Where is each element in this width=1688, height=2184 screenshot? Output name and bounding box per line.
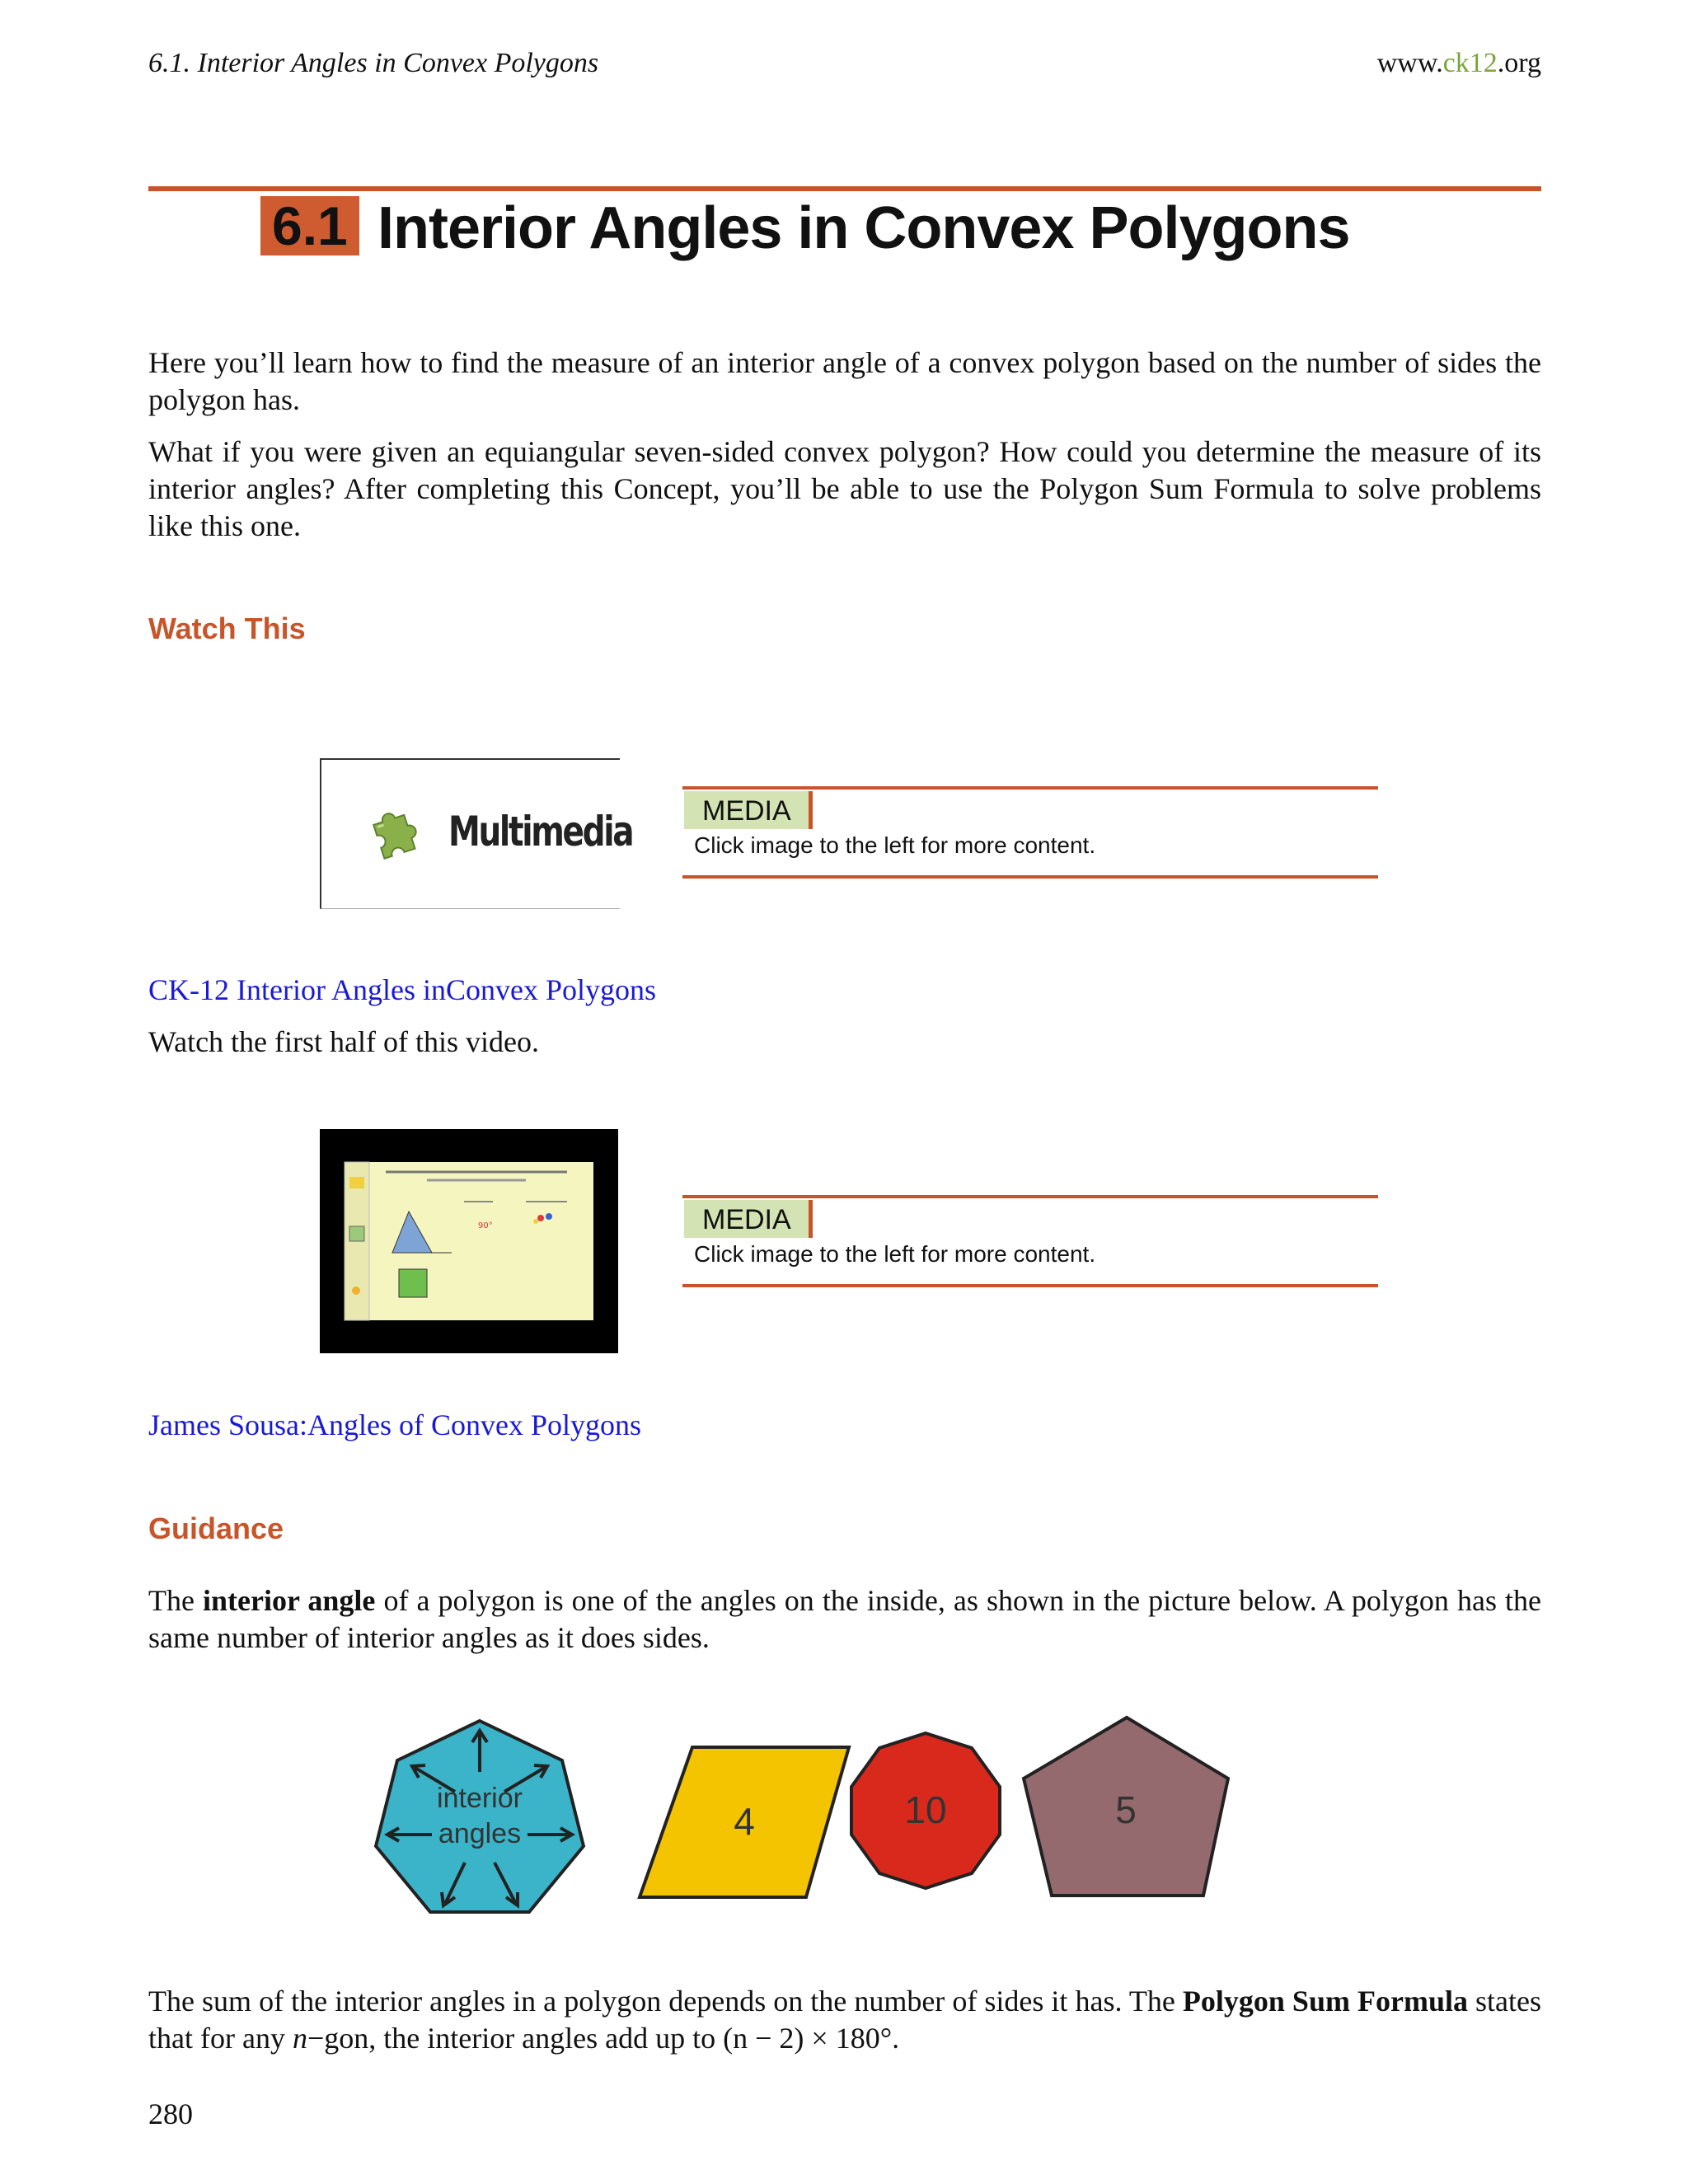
page-number: 280 <box>148 2097 193 2130</box>
term-polygon-sum-formula: Polygon Sum Formula <box>1182 1985 1468 2018</box>
text: states that for any <box>148 1985 1542 2055</box>
running-header-section-title: 6.1. Interior Angles in Convex Polygons <box>148 48 599 78</box>
james-sousa-video-link[interactable]: James Sousa:Angles of Convex Polygons <box>148 1408 641 1441</box>
media-box-bottom-rule <box>682 1284 1378 1287</box>
media-tag: MEDIA <box>684 791 813 829</box>
site-url-12: 12 <box>1469 48 1498 78</box>
ck12-video-link[interactable]: CK-12 Interior Angles inConvex Polygons <box>148 973 656 1006</box>
polygon-sum-formula: (n − 2) × 180° <box>723 2022 893 2055</box>
watch-instruction: Watch the first half of this video. <box>148 1025 539 1058</box>
media-box-top-rule <box>682 1195 1378 1198</box>
multimedia-label: Multimedia <box>448 808 633 855</box>
intro-paragraph-1: Here you’ll learn how to find the measure of an interior angle of a convex polygon based on the number of sides the polygon has. <box>148 346 1541 416</box>
watch-this-heading: Watch This <box>148 612 306 645</box>
svg-text:90°: 90° <box>478 1221 493 1230</box>
polygons-figure <box>354 1706 1335 1929</box>
guidance-paragraph-1 <box>148 1582 1541 1657</box>
video-frame-graphic <box>320 1129 618 1353</box>
guidance-paragraph-2 <box>148 1983 1541 2057</box>
media-box-bottom-rule <box>682 875 1378 879</box>
multimedia-thumbnail[interactable] <box>320 758 633 909</box>
site-url-suffix: .org <box>1497 48 1541 78</box>
site-url-ck: ck <box>1442 48 1470 78</box>
parallelogram-label: 4 <box>734 1800 755 1843</box>
media-note: Click image to the left for more content. <box>694 1241 1096 1267</box>
text: The <box>148 1584 204 1617</box>
site-url[interactable] <box>1377 48 1541 79</box>
site-url-prefix: www. <box>1376 48 1443 78</box>
pentagon-label: 5 <box>1115 1788 1137 1831</box>
media-box-1 <box>682 786 1378 879</box>
intro-paragraph-2: What if you were given an equiangular seven-sided convex polygon? How could you determine the measure of its interior angles? After completing this Concept, you’ll be able to use the Polygon Sum Formula to solve problems like this one. <box>148 435 1541 542</box>
media-box-2 <box>682 1195 1378 1287</box>
heptagon-label-interior: interior <box>437 1783 523 1814</box>
page-title: Interior Angles in Convex Polygons <box>377 195 1350 261</box>
variable-n: n <box>292 2022 307 2055</box>
media-tag: MEDIA <box>684 1200 813 1238</box>
media-note: Click image to the left for more content. <box>694 832 1096 858</box>
term-interior-angle: interior angle <box>203 1584 376 1617</box>
text: The sum of the interior angles in a polygon depends on the number of sides it has. The <box>148 1985 1183 2018</box>
decagon-label: 10 <box>904 1788 947 1831</box>
text: −gon, the interior angles add up to <box>307 2022 724 2055</box>
media-box-top-rule <box>682 786 1378 790</box>
text: of a polygon is one of the angles on the inside, as shown in the picture below. A polygon has the same number of interior angles as it does sides. <box>148 1584 1541 1654</box>
text: . <box>892 2022 900 2055</box>
section-number-badge: 6.1 <box>260 196 359 255</box>
running-header <box>148 48 1541 89</box>
puzzle-icon <box>363 801 427 865</box>
heptagon-label-angles: angles <box>438 1818 522 1849</box>
guidance-heading: Guidance <box>148 1511 284 1545</box>
video-thumbnail[interactable] <box>320 1129 618 1353</box>
